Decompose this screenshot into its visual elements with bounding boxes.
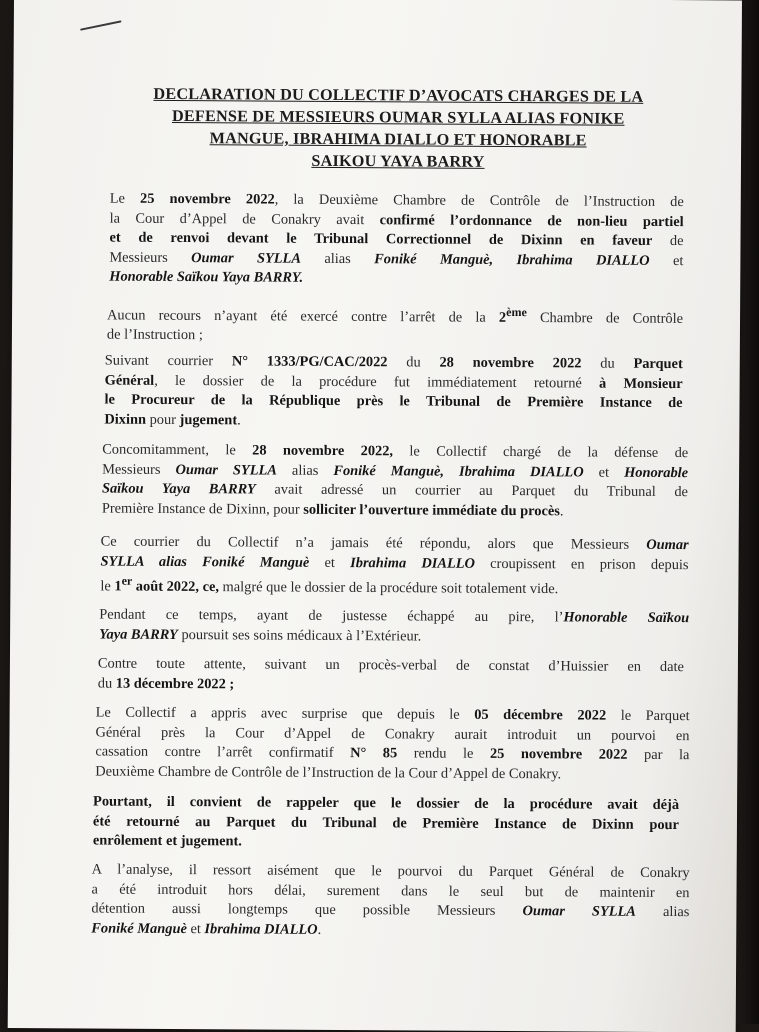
title-line: SAIKOU YAYA BARRY (311, 151, 485, 171)
paragraph-1: Le 25 novembre 2022, la Deuxième Chambre de Contrôle de l’Instruction de la Cour d’Appel de Conakry avait confirmé l’ordonnance de non-lieu partiel et de renvoi devant le Tribunal Correctionnel de Dixinn en faveur de Messieurs Oumar SYLLA alias Foniké Manguè, Ibrahima DIALLO et Honorable Saïkou Yaya BARRY. (109, 190, 684, 287)
paragraph-6: Pendant ce temps, ayant de justesse échappé au pire, l’Honorable Saïkou Yaya BARRY poursuit ses soins médicaux à l’Extérieur. (99, 606, 690, 645)
paragraph-2: Aucun recours n’ayant été exercé contre l’arrêt de la 2ème Chambre de Contrôle de l’Instruction ; (106, 305, 684, 344)
document-title (93, 82, 704, 174)
paragraph-3: Suivant courrier N° 1333/PG/CAC/2022 du 28 novembre 2022 du Parquet Général, le dossier de la procédure fut immédiatement retourné à Monsieur le Procureur de la République près le Tribunal de Première Instance de Dixinn pour jugement. (104, 352, 683, 429)
document-page (8, 0, 742, 1032)
title-line: MANGUE, IBRAHIMA DIALLO ET HONORABLE (209, 129, 587, 150)
title-line: DEFENSE DE MESSIEURS OUMAR SYLLA ALIAS FONIKE (171, 106, 625, 128)
paragraph-8: Le Collectif a appris avec surprise que depuis le 05 décembre 2022 le Parquet Général près la Cour d’Appel de Conakry aurait introduit un pourvoi en cassation contre l’arrêt confirmatif N° 85 rendu le 25 novembre 2022 par la Deuxième Chambre de Contrôle de l’Instruction de la Cour d’Appel de Conakry. (95, 704, 690, 783)
paragraph-10: A l’analyse, il ressort aisément que le pourvoi du Parquet Général de Conakry a été introduit hors délai, surement dans le seul but de maintenir en détention aussi longtemps que possible Messieurs Oumar SYLLA alias Foniké Manguè et Ibrahima DIALLO. (91, 861, 690, 938)
paragraph-5: Ce courrier du Collectif n’a jamais été répondu, alors que Messieurs Oumar SYLLA alias Foniké Manguè et Ibrahima DIALLO croupissent en prison depuis le 1er août 2022, ce, malgré que le dossier de la procédure soit totalement vide. (100, 533, 689, 598)
paragraph-7: Contre toute attente, suivant un procès-verbal de constat d’Huissier en date du 13 décembre 2022 ; (97, 655, 684, 692)
title-line: DECLARATION DU COLLECTIF D’AVOCATS CHARGES DE LA (153, 84, 644, 106)
pen-mark (80, 20, 122, 30)
paragraph-4: Concomitamment, le 28 novembre 2022, le Collectif chargé de la défense de Messieurs Oumar SYLLA alias Foniké Manguè, Ibrahima DIALLO et Honorable Saïkou Yaya BARRY avait adressé un courrier au Parquet du Tribunal de Première Instance de Dixinn, pour solliciter l’ouverture immédiate du procès. (101, 441, 689, 520)
paragraph-9: Pourtant, il convient de rappeler que le dossier de la procédure avait déjà été retourné au Parquet du Tribunal de Première Instance de Dixinn pour enrôlement et jugement. (92, 793, 680, 850)
